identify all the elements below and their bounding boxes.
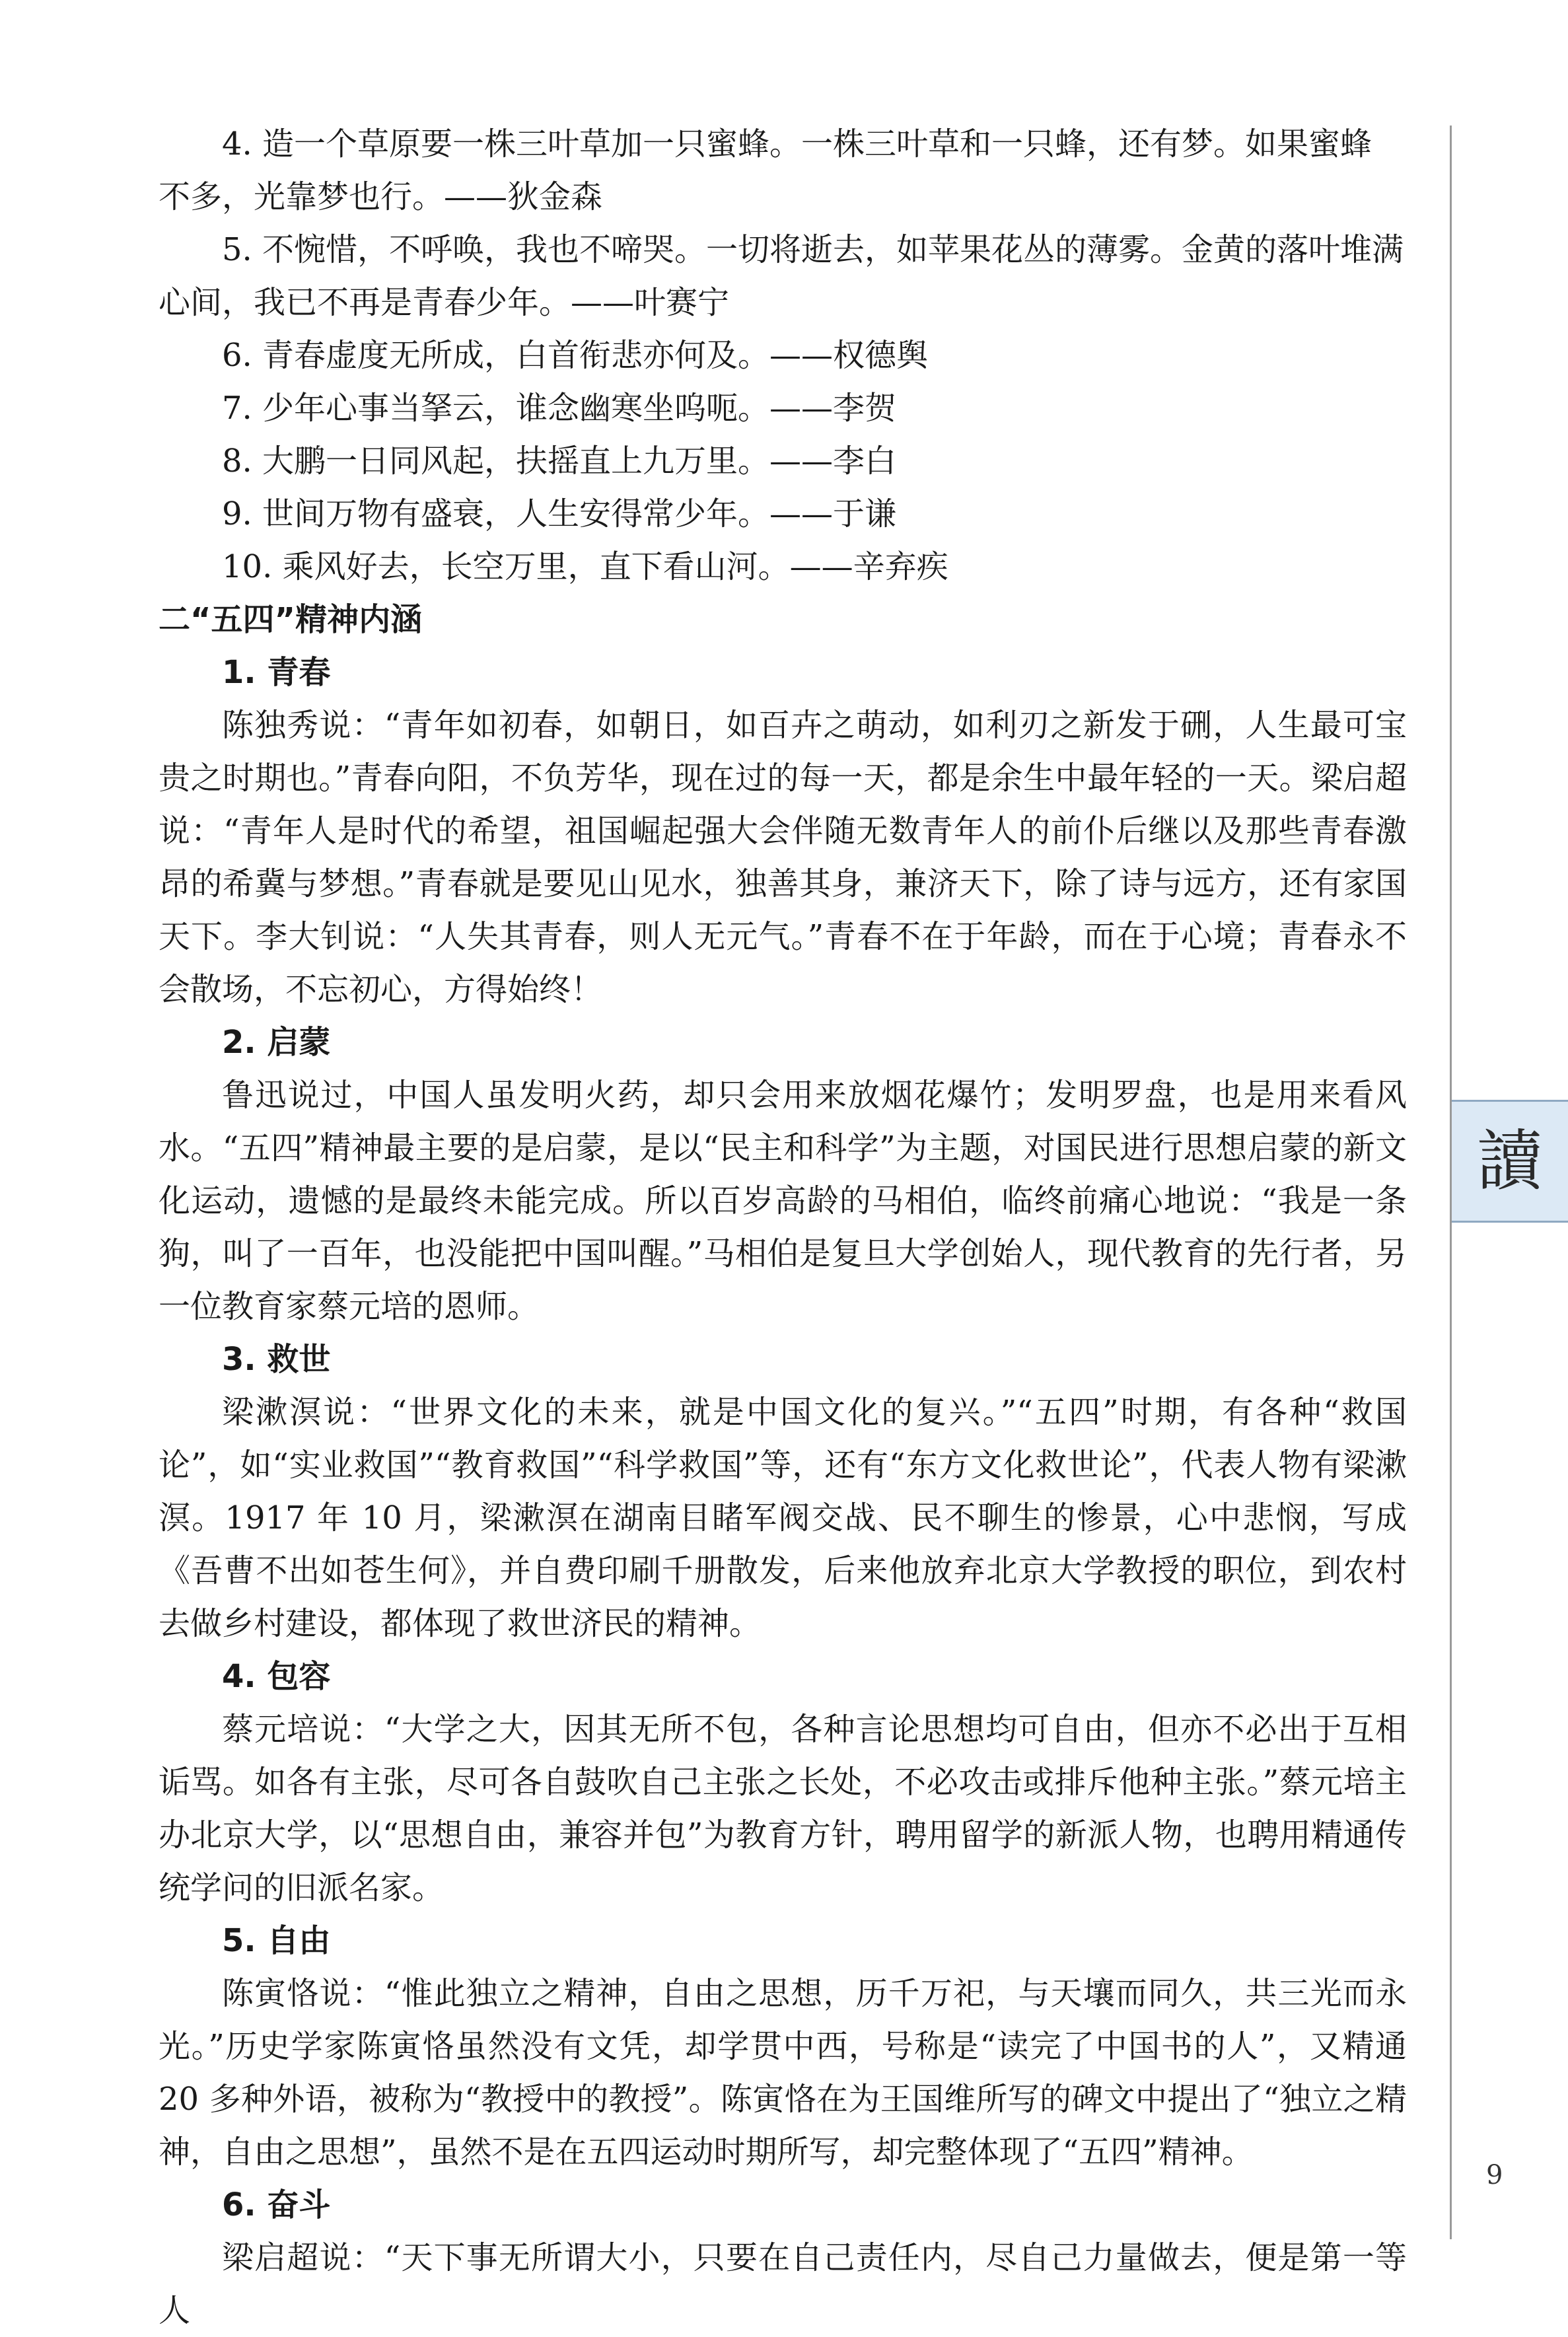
page-body: [159, 118, 1407, 2337]
subsection-heading-salvation: 3. 救世: [222, 1341, 331, 1378]
subsection-heading-struggle: 6. 奋斗: [222, 2186, 331, 2223]
subsection-heading-freedom: 5. 自由: [222, 1922, 331, 1959]
page-number: 9: [1486, 2160, 1503, 2190]
quote-5-line-2: 心间，我已不再是青春少年。——叶赛宁: [159, 284, 730, 321]
seal-script-du-icon: 讀: [1477, 1122, 1543, 1200]
side-tab: [1452, 1100, 1568, 1223]
subsection-text-tolerance: 蔡元培说：“大学之大，因其无所不包，各种言论思想均可自由，但亦不必出于互相诟骂。如各有主张，尽可各自鼓吹自己主张之长处，不必攻击或排斥他种主张。”蔡元培主办北京大学，以“思想自由，兼容并包”为教育方针，聘用留学的新派人物，也聘用精通传统学问的旧派名家。: [159, 1711, 1407, 1906]
quote-8: 8. 大鹏一日同风起，扶摇直上九万里。——李白: [222, 443, 897, 480]
quote-5-line-1: 5. 不惋惜，不呼唤，我也不啼哭。一切将逝去，如苹果花丛的薄雾。金黄的落叶堆满: [222, 231, 1404, 268]
quote-4-line-2: 不多，光靠梦也行。——狄金森: [159, 178, 603, 215]
quote-9: 9. 世间万物有盛衰，人生安得常少年。——于谦: [222, 495, 897, 532]
subsection-text-salvation: 梁漱溟说：“世界文化的未来，就是中国文化的复兴。”“五四”时期，有各种“救国论”，如“实业救国”“教育救国”“科学救国”等，还有“东方文化救世论”，代表人物有梁漱溟。1917 年 10 月，梁漱溟在湖南目睹军阀交战、民不聊生的惨景，心中悲悯，写成《吾曹不出如苍生何》，并自费印刷千册散发，后来他放弃北京大学教授的职位，到农村去做乡村建设，都体现了救世济民的精神。: [159, 1394, 1407, 1642]
subsection-heading-enlightenment: 2. 启蒙: [222, 1024, 331, 1061]
section-title: 二“五四”精神内涵: [159, 601, 423, 638]
subsection-text-freedom: 陈寅恪说：“惟此独立之精神，自由之思想，历千万祀，与天壤而同久，共三光而永光。”历史学家陈寅恪虽然没有文凭，却学贯中西，号称是“读完了中国书的人”，又精通 20 多种外语，被称为“教授中的教授”。陈寅恪在为王国维所写的碑文中提出了“独立之精神，自由之思想”，虽然不是在五四运动时期所写，却完整体现了“五四”精神。: [159, 1975, 1407, 2171]
quote-6: 6. 青春虚度无所成，白首衔悲亦何及。——权德舆: [222, 337, 929, 374]
subsection-heading-youth: 1. 青春: [222, 654, 331, 691]
subsection-text-youth: 陈独秀说：“青年如初春，如朝日，如百卉之萌动，如利刃之新发于硎，人生最可宝贵之时期也。”青春向阳，不负芳华，现在过的每一天，都是余生中最年轻的一天。梁启超说：“青年人是时代的希望，祖国崛起强大会伴随无数青年人的前仆后继以及那些青春激昂的希冀与梦想。”青春就是要见山见水，独善其身，兼济天下，除了诗与远方，还有家国天下。李大钊说：“人失其青春，则人无元气。”青春不在于年龄，而在于心境；青春永不会散场，不忘初心，方得始终！: [159, 707, 1407, 1008]
quote-4-line-1: 4. 造一个草原要一株三叶草加一只蜜蜂。一株三叶草和一只蜂，还有梦。如果蜜蜂: [222, 126, 1372, 162]
quote-10: 10. 乘风好去，长空万里，直下看山河。——辛弃疾: [222, 548, 948, 585]
quote-7: 7. 少年心事当拏云，谁念幽寒坐呜呃。——李贺: [222, 390, 897, 427]
subsection-text-struggle: 梁启超说：“天下事无所谓大小，只要在自己责任内，尽自己力量做去，便是第一等人: [159, 2239, 1407, 2329]
subsection-heading-tolerance: 4. 包容: [222, 1658, 331, 1695]
subsection-text-enlightenment: 鲁迅说过，中国人虽发明火药，却只会用来放烟花爆竹；发明罗盘，也是用来看风水。“五四”精神最主要的是启蒙，是以“民主和科学”为主题，对国民进行思想启蒙的新文化运动，遗憾的是最终未能完成。所以百岁高龄的马相伯，临终前痛心地说：“我是一条狗，叫了一百年，也没能把中国叫醒。”马相伯是复旦大学创始人，现代教育的先行者，另一位教育家蔡元培的恩师。: [159, 1077, 1407, 1325]
